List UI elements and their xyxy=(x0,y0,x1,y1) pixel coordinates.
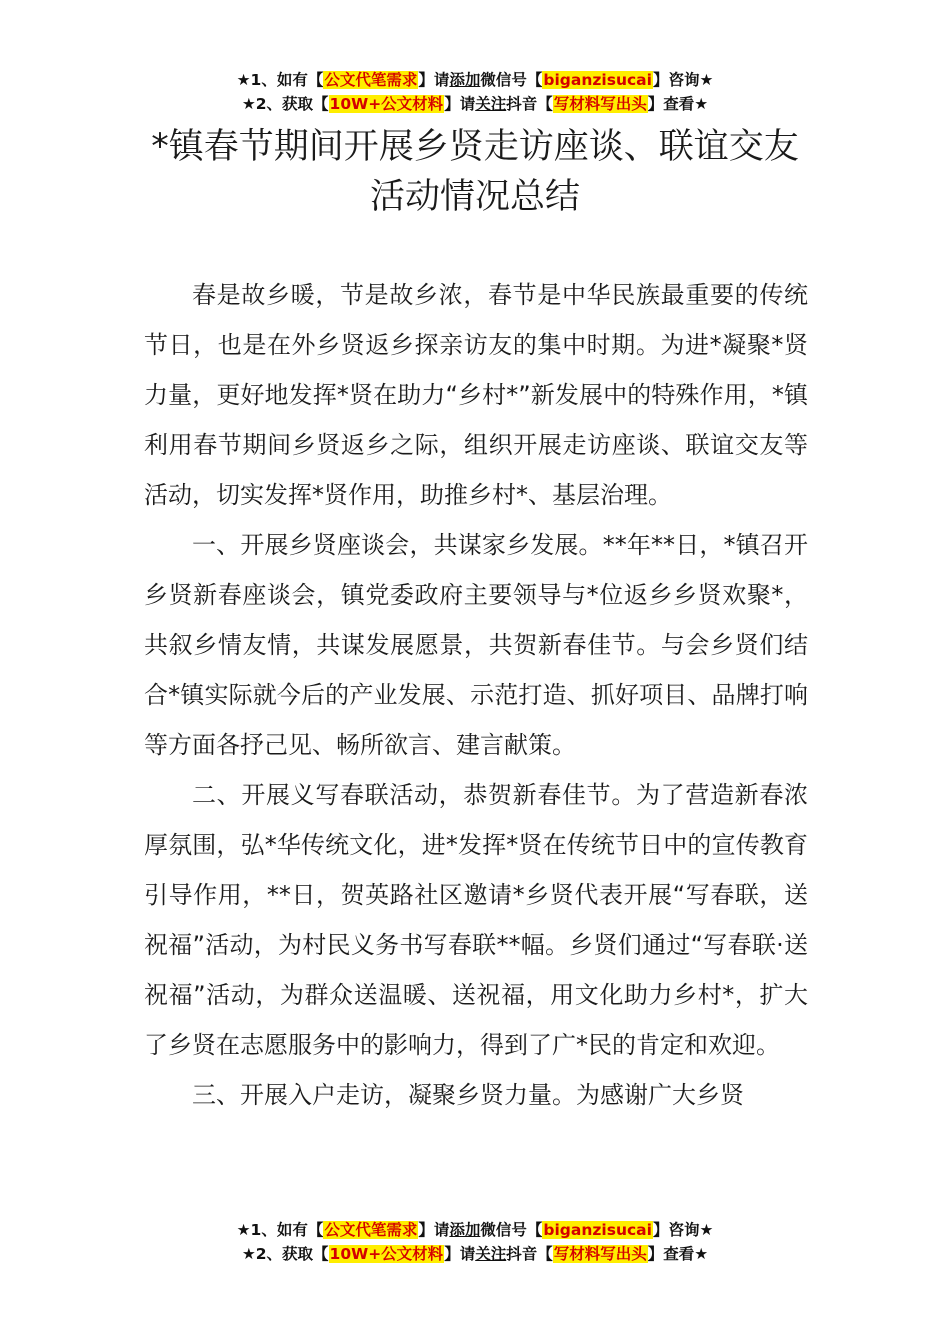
banner-line-2: ★2、获取【10W+公文材料】请关注抖音【写材料写出头】查看★ xyxy=(241,95,709,113)
paragraph-section-1: 一、开展乡贤座谈会，共谋家乡发展。**年**日，*镇召开乡贤新春座谈会，镇党委政府主要领导与*位返乡乡贤欢聚*，共叙乡情友情，共谋发展愿景，共贺新春佳节。与会乡贤们结合*镇实际就今后的产业发展、示范打造、抓好项目、品牌打响等方面各抒己见、畅所欲言、建言献策。 xyxy=(144,531,808,759)
banner-highlight: 公文代笔需求 xyxy=(324,1221,418,1239)
header-banner xyxy=(0,68,950,116)
footer-banner xyxy=(0,1218,950,1266)
banner-highlight: 写材料写出头 xyxy=(553,95,647,113)
banner-highlight: 写材料写出头 xyxy=(553,1245,647,1263)
banner-highlight: 10W+公文材料 xyxy=(329,1245,444,1263)
banner-highlight: 10W+公文材料 xyxy=(329,95,444,113)
banner-line-2: ★2、获取【10W+公文材料】请关注抖音【写材料写出头】查看★ xyxy=(241,1245,709,1263)
banner-line-1: ★1、如有【公文代笔需求】请添加微信号【biganzisucai】咨询★ xyxy=(236,71,714,89)
title-line-1: *镇春节期间开展乡贤走访座谈、联谊交友 xyxy=(151,127,799,167)
paragraph-section-2: 二、开展义写春联活动，恭贺新春佳节。为了营造新春浓厚氛围，弘*华传统文化，进*发挥*贤在传统节日中的宣传教育引导作用，**日，贺英路社区邀请*乡贤代表开展“写春联，送祝福”活动，为村民义务书写春联**幅。乡贤们通过“写春联·送祝福”活动，为群众送温暖、送祝福，用文化助力乡村*，扩大了乡贤在志愿服务中的影响力，得到了广*民的肯定和欢迎。 xyxy=(144,781,808,1059)
banner-highlight: biganzisucai xyxy=(543,71,652,89)
banner-line-1: ★1、如有【公文代笔需求】请添加微信号【biganzisucai】咨询★ xyxy=(236,1221,714,1239)
paragraph-section-3: 三、开展入户走访，凝聚乡贤力量。为感谢广大乡贤 xyxy=(192,1081,744,1109)
banner-highlight: 公文代笔需求 xyxy=(324,71,418,89)
document-title xyxy=(0,122,950,222)
title-line-2: 活动情况总结 xyxy=(369,177,580,217)
document-body xyxy=(144,270,808,1120)
banner-highlight: biganzisucai xyxy=(543,1221,652,1239)
paragraph-intro: 春是故乡暖，节是故乡浓，春节是中华民族最重要的传统节日，也是在外乡贤返乡探亲访友的集中时期。为进*凝聚*贤力量，更好地发挥*贤在助力“乡村*”新发展中的特殊作用，*镇利用春节期间乡贤返乡之际，组织开展走访座谈、联谊交友等活动，切实发挥*贤作用，助推乡村*、基层治理。 xyxy=(144,281,808,509)
